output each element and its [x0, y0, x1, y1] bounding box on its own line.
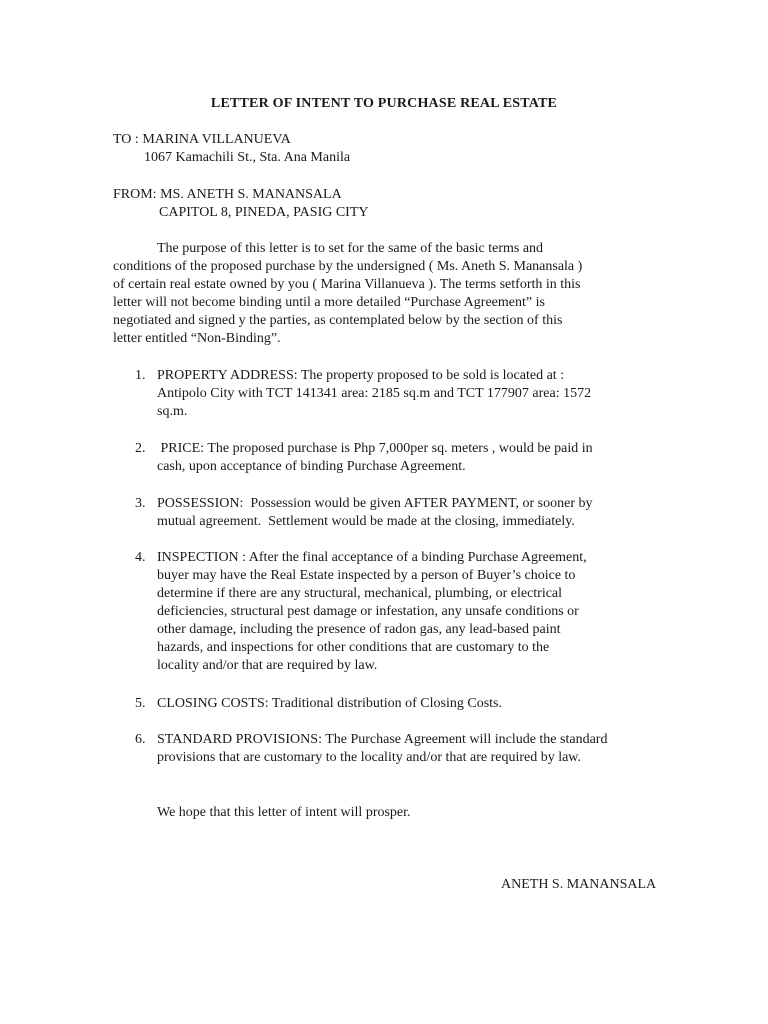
- item-number: 1.: [135, 368, 146, 383]
- item-line: Antipolo City with TCT 141341 area: 2185 sq.m and TCT 177907 area: 1572: [157, 386, 592, 401]
- item-line: PRICE: The proposed purchase is Php 7,000per sq. meters , would be paid in: [157, 441, 593, 456]
- item-text: [157, 549, 657, 675]
- intro-line: letter entitled “Non-Binding”.: [113, 331, 281, 346]
- intro-line: negotiated and signed y the parties, as contemplated below by the section of this: [113, 313, 563, 328]
- item-text: [157, 440, 657, 476]
- item-number: 5.: [135, 696, 146, 711]
- item-line: STANDARD PROVISIONS: The Purchase Agreement will include the standard: [157, 732, 608, 747]
- item-text: [157, 367, 657, 421]
- item-line: locality and/or that are required by law.: [157, 658, 378, 673]
- item-number: 6.: [135, 732, 146, 747]
- item-line: mutual agreement. Settlement would be made at the closing, immediately.: [157, 514, 575, 529]
- intro-line: The purpose of this letter is to set for the same of the basic terms and: [157, 241, 544, 256]
- from-label: FROM:: [113, 187, 157, 202]
- item-text: [157, 495, 657, 531]
- intro-line: letter will not become binding until a more detailed “Purchase Agreement” is: [113, 295, 545, 310]
- signature-name: ANETH S. MANANSALA: [501, 877, 657, 892]
- sender-block: [113, 186, 653, 222]
- item-text: [157, 695, 657, 713]
- item-line: buyer may have the Real Estate inspected by a person of Buyer’s choice to: [157, 568, 576, 583]
- recipient-block: [113, 131, 653, 167]
- item-line: PROPERTY ADDRESS: The property proposed to be sold is located at :: [157, 368, 565, 383]
- sender-name: MS. ANETH S. MANANSALA: [160, 187, 342, 202]
- closing-sentence: We hope that this letter of intent will prosper.: [157, 805, 411, 820]
- recipient-line: [113, 131, 653, 149]
- item-line: hazards, and inspections for other conditions that are customary to the: [157, 640, 550, 655]
- item-number: 3.: [135, 496, 146, 511]
- item-number: 2.: [135, 441, 146, 456]
- item-line: determine if there are any structural, mechanical, plumbing, or electrical: [157, 586, 563, 601]
- sender-line: [113, 186, 653, 204]
- intro-line: of certain real estate owned by you ( Marina Villanueva ). The terms setforth in this: [113, 277, 581, 292]
- item-line: other damage, including the presence of radon gas, any lead-based paint: [157, 622, 561, 637]
- item-line: provisions that are customary to the locality and/or that are required by law.: [157, 750, 582, 765]
- item-line: deficiencies, structural pest damage or infestation, any unsafe conditions or: [157, 604, 579, 619]
- intro-line: conditions of the proposed purchase by the undersigned ( Ms. Aneth S. Manansala ): [113, 259, 583, 274]
- item-line: sq.m.: [157, 404, 188, 419]
- item-line: POSSESSION: Possession would be given AFTER PAYMENT, or sooner by: [157, 496, 593, 511]
- to-label: TO :: [113, 132, 139, 147]
- sender-address: CAPITOL 8, PINEDA, PASIG CITY: [159, 205, 369, 220]
- recipient-address: 1067 Kamachili St., Sta. Ana Manila: [144, 150, 351, 165]
- item-line: CLOSING COSTS: Traditional distribution of Closing Costs.: [157, 696, 502, 711]
- item-line: INSPECTION : After the final acceptance of a binding Purchase Agreement,: [157, 550, 587, 565]
- recipient-name: MARINA VILLANUEVA: [142, 132, 291, 147]
- item-text: [157, 731, 657, 767]
- intro-paragraph: [113, 240, 653, 348]
- letter-title: LETTER OF INTENT TO PURCHASE REAL ESTATE: [210, 96, 558, 111]
- item-line: cash, upon acceptance of binding Purchase Agreement.: [157, 459, 466, 474]
- item-number: 4.: [135, 550, 146, 565]
